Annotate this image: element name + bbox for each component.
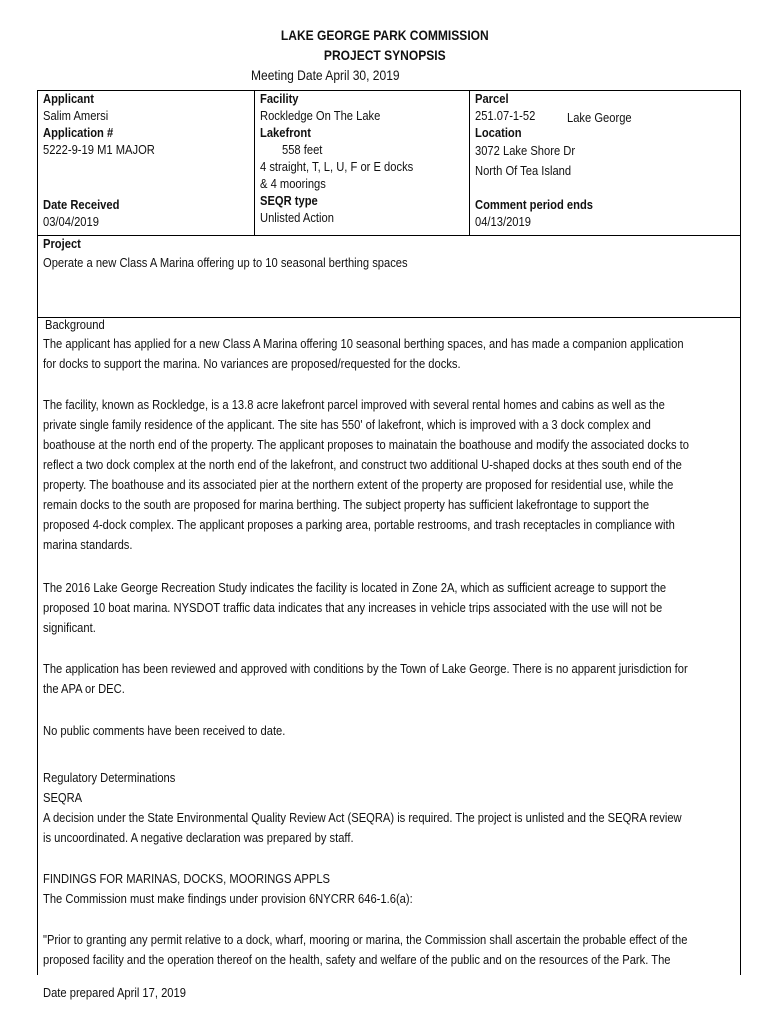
application-label: Application #	[43, 125, 114, 140]
paragraph-1	[43, 334, 743, 374]
text-line: The 2016 Lake George Recreation Study indicates the facility is located in Zone 2A, which as sufficient acreage to support the	[43, 580, 667, 595]
seqra-heading: SEQRA	[43, 790, 83, 805]
document-title: LAKE GEORGE PARK COMMISSION	[281, 27, 489, 43]
text-line: the APA or DEC.	[43, 681, 125, 696]
date-received-cell	[43, 196, 248, 230]
text-line: "Prior to granting any permit relative to a dock, wharf, mooring or marina, the Commission shall ascertain the probable effect of the	[43, 932, 688, 947]
lakefront-label: Lakefront	[260, 125, 311, 140]
text-line: proposed facility and the operation thereof on the health, safety and welfare of the public and on the resources of the Park. The	[43, 952, 671, 967]
paragraph-5	[43, 721, 743, 741]
text-line: No public comments have been received to date.	[43, 723, 286, 738]
text-line: private single family residence of the applicant. The site has 550' of lakefront, which is improved with a 3 dock complex and	[43, 417, 651, 432]
parcel-cell	[475, 90, 737, 181]
applicant-cell	[43, 90, 248, 158]
applicant-label: Applicant	[43, 91, 94, 106]
text-line: The facility, known as Rockledge, is a 13.8 acre lakefront parcel improved with several rental homes and cabins as well as the	[43, 397, 665, 412]
text-line: marina standards.	[43, 537, 133, 552]
comment-label: Comment period ends	[475, 197, 594, 212]
text-line: The applicant has applied for a new Class A Marina offering 10 seasonal berthing spaces, and has made a companion application	[43, 336, 684, 351]
text-line: reflect a two dock complex at the north end of the lakefront, and construct two additional U-shaped docks at thes south end of the	[43, 457, 682, 472]
parcel-label: Parcel	[475, 91, 509, 106]
findings-line: The Commission must make findings under provision 6NYCRR 646-1.6(a):	[43, 891, 413, 906]
project-value: Operate a new Class A Marina offering up to 10 seasonal berthing spaces	[43, 255, 408, 270]
text-line: proposed 4-dock complex. The applicant proposes a parking area, portable restrooms, and trash receptacles in compliance with	[43, 517, 675, 532]
text-line: The application has been reviewed and approved with conditions by the Town of Lake George. There is no apparent jurisdiction for	[43, 661, 688, 676]
project-cell	[43, 235, 733, 271]
document-subtitle: PROJECT SYNOPSIS	[324, 47, 446, 63]
comment-period-cell	[475, 196, 737, 230]
regulatory-heading: Regulatory Determinations	[43, 770, 176, 785]
facility-cell	[260, 90, 465, 226]
date-received-value: 03/04/2019	[43, 214, 99, 229]
facility-label: Facility	[260, 91, 299, 106]
lakefront-moorings: & 4 moorings	[260, 176, 326, 191]
meeting-date: Meeting Date April 30, 2019	[251, 67, 400, 83]
findings-heading: FINDINGS FOR MARINAS, DOCKS, MOORINGS APPLS	[43, 871, 330, 886]
location-label: Location	[475, 125, 522, 140]
application-value: 5222-9-19 M1 MAJOR	[43, 142, 155, 157]
paragraph-2	[43, 395, 743, 555]
background-heading: Background	[45, 317, 105, 332]
location-area: North Of Tea Island	[475, 163, 572, 178]
project-label: Project	[43, 236, 81, 251]
table-divider	[254, 90, 255, 236]
text-line: remain docks to the south are proposed for marina berthing. The subject property has sufficient lakefrontage to support the	[43, 497, 650, 512]
paragraph-3	[43, 578, 743, 638]
paragraph-7	[43, 930, 743, 970]
text-line: proposed 10 boat marina. NYSDOT traffic data indicates that any increases in vehicle trips associated with the use will not be	[43, 600, 663, 615]
applicant-value: Salim Amersi	[43, 108, 109, 123]
paragraph-4	[43, 659, 743, 699]
text-line: property. The boathouse and its associated pier at the northern extent of the property are proposed for residential use, while the	[43, 477, 674, 492]
parcel-town: Lake George	[567, 110, 632, 125]
regulatory-section	[43, 768, 743, 848]
text-line: is uncoordinated. A negative declaration was prepared by staff.	[43, 830, 354, 845]
date-received-label: Date Received	[43, 197, 120, 212]
text-line: A decision under the State Environmental Quality Review Act (SEQRA) is required. The project is unlisted and the SEQRA review	[43, 810, 682, 825]
findings-section	[43, 869, 743, 909]
location-address: 3072 Lake Shore Dr	[475, 143, 576, 158]
text-line: significant.	[43, 620, 96, 635]
comment-value: 04/13/2019	[475, 214, 531, 229]
lakefront-feet: 558 feet	[282, 142, 323, 157]
table-divider	[469, 90, 470, 236]
date-prepared: Date prepared April 17, 2019	[43, 985, 186, 1000]
text-line: boathouse at the north end of the property. The applicant proposes to mainatain the boathouse and modify the associated docks to	[43, 437, 689, 452]
lakefront-docks: 4 straight, T, L, U, F or E docks	[260, 159, 414, 174]
facility-value: Rockledge On The Lake	[260, 108, 381, 123]
seqr-label: SEQR type	[260, 193, 318, 208]
seqr-value: Unlisted Action	[260, 210, 334, 225]
parcel-value: 251.07-1-52	[475, 108, 536, 123]
text-line: for docks to support the marina. No variances are proposed/requested for the docks.	[43, 356, 461, 371]
